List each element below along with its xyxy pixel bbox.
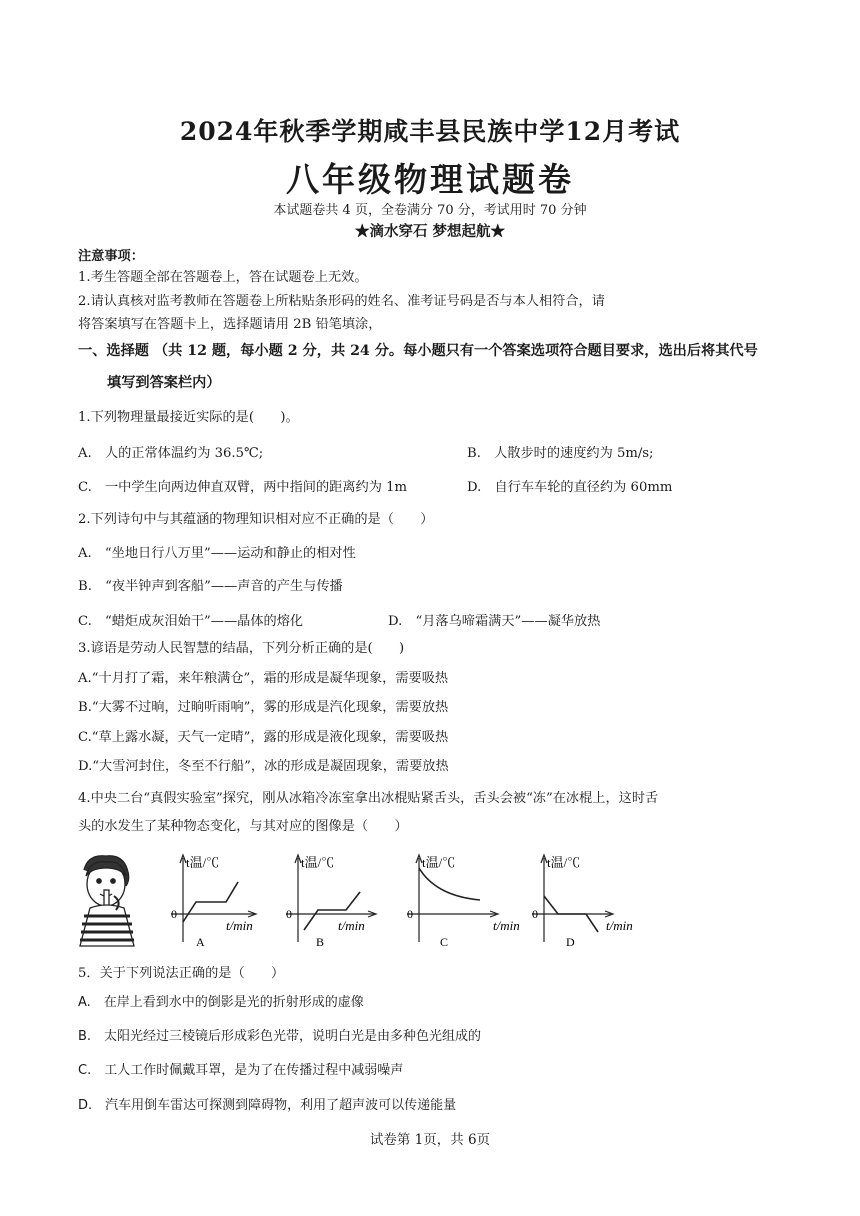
graph-a-xlabel: t/min [226,918,253,933]
notice-line-1: 1.考生答题全部在答题卷上，答在试题卷上无效。 [78,270,368,285]
q1-stem: 1.下列物理量最接近实际的是( )。 [78,410,299,425]
q3-option-b: B.“大雾不过晌，过晌听雨响”，雾的形成是汽化现象，需要放热 [78,700,449,715]
q1-option-a: A. 人的正常体温约为 36.5℃; [78,446,264,461]
q2-option-b: B. “夜半钟声到客船”——声音的产生与传播 [78,579,343,594]
graph-c-ylabel: t温/℃ [422,855,456,870]
page-footer: 试卷第 1页，共 6页 [369,1132,491,1148]
graph-d-label: D [566,935,575,949]
q3-stem: 3.谚语是劳动人民智慧的结晶，下列分析正确的是( ) [78,641,405,656]
graph-c-xlabel: t/min [493,918,520,933]
q3-option-c: C.“草上露水凝，天气一定晴”，露的形成是液化现象，需要吸热 [78,730,449,745]
graph-b-ylabel: t温/℃ [301,855,335,870]
graph-d-origin: 0 [532,907,538,921]
graph-b-xlabel: t/min [338,918,365,933]
q2-option-c: C. “蜡炬成灰泪始干”——晶体的熔化 [78,614,304,629]
q2-option-a: A. “坐地日行八万里”——运动和静止的相对性 [78,546,356,561]
q1-option-c: C. 一中学生向两边伸直双臂，两中指间的距离约为 1m [78,480,408,495]
q4-stem-line-1: 4.中央二台“真假实验室”探究，刚从冰箱冷冻室拿出冰棍贴紧舌头，舌头会被“冻”在冰棍上，这时舌 [78,791,659,806]
notice-line-3: 将答案填写在答题卡上，选择题请用 2B 铅笔填涂， [78,317,382,332]
q5-option-b: B. 太阳光经过三棱镜后形成彩色光带，说明白光是由多种色光组成的 [78,1029,482,1044]
notice-line-2: 2.请认真核对监考教师在答题卷上所粘贴条形码的姓名、准考证号码是否与本人相符合，请 [78,294,605,309]
q3-option-a: A.“十月打了霜，来年粮满仓”，霜的形成是凝华现象，需要吸热 [78,671,449,686]
q5-stem: 5．关于下列说法正确的是（ ） [78,966,285,981]
q4-figure [76,850,656,950]
q2-stem: 2.下列诗句中与其蕴涵的物理知识相对应不正确的是（ ） [78,512,434,527]
paper-title: 八年级物理试题卷 [286,160,574,199]
paper-info: 本试题卷共 4 页，全卷满分 70 分，考试用时 70 分钟 [273,203,587,218]
boy-licking-ice-illustration [80,856,134,946]
graph-b-origin: 0 [286,907,292,921]
graph-a-ylabel: t温/℃ [186,855,220,870]
q1-option-d: D. 自行车车轮的直径约为 60mm [467,480,673,495]
graph-a-origin: 0 [171,907,177,921]
graph-d-ylabel: t温/℃ [547,855,581,870]
section-heading: 一、选择题 （共 12 题，每小题 2 分，共 24 分。每小题只有一个答案选项符合题目要求，选出后将其代号 [78,343,758,359]
q5-option-a: A. 在岸上看到水中的倒影是光的折射形成的虚像 [78,995,364,1010]
section-heading-cont: 填写到答案栏内） [107,375,221,391]
motto: ★滴水穿石 梦想起航★ [354,223,506,240]
q2-option-d: D. “月落乌啼霜满天”——凝华放热 [388,614,601,629]
q4-stem-line-2: 头的水发生了某种物态变化，与其对应的图像是（ ） [78,819,408,834]
exam-title: 2024年秋季学期咸丰县民族中学12月考试 [179,117,681,146]
graph-d-xlabel: t/min [606,918,633,933]
q1-option-b: B. 人散步时的速度约为 5m/s; [467,446,654,461]
graph-a-label: A [196,935,205,949]
q5-option-c: C. 工人工作时佩戴耳罩，是为了在传播过程中减弱噪声 [78,1063,404,1078]
notice-heading: 注意事项： [78,249,144,264]
q5-option-d: D. 汽车用倒车雷达可探测到障碍物，利用了超声波可以传递能量 [78,1098,457,1113]
graph-b-label: B [316,935,325,949]
graph-c-origin: 0 [407,907,413,921]
graph-c-label: C [440,935,449,949]
q3-option-d: D.“大雪河封住，冬至不行船”，冰的形成是凝固现象，需要放热 [78,759,449,774]
